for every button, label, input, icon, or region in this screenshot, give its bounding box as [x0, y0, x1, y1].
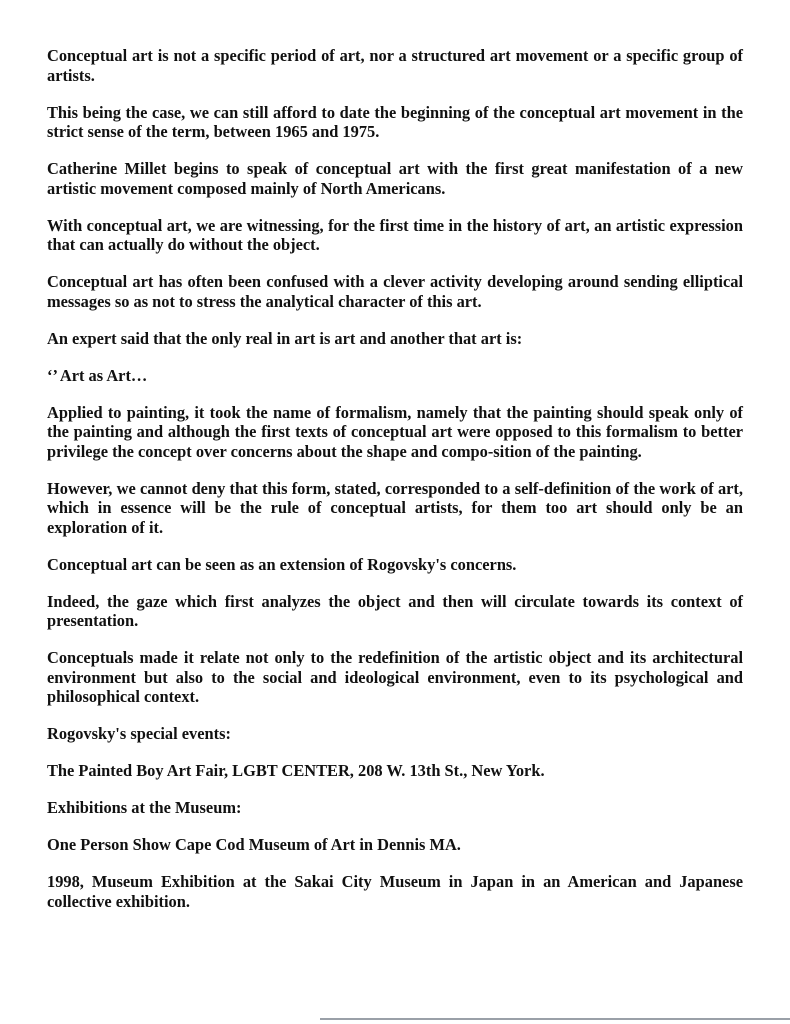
paragraph-4: With conceptual art, we are witnessing, for the first time in the history of art, an artistic expression that can actually do without the object. — [47, 215, 743, 254]
paragraph-3: Catherine Millet begins to speak of conceptual art with the first great manifestation of a new artistic movement composed mainly of North Americans. — [47, 159, 743, 198]
special-event-item: The Painted Boy Art Fair, LGBT CENTER, 208 W. 13th St., New York. — [47, 761, 545, 780]
paragraph-12: Conceptuals made it relate not only to the redefinition of the artistic object and its architectural environment but also to the social and ideological environment, even to its psychological and philosophical context. — [47, 648, 743, 706]
exhibition-item-2: 1998, Museum Exhibition at the Sakai City Museum in Japan in an American and Japanese collective exhibition. — [47, 872, 743, 911]
paragraph-1: Conceptual art is not a specific period of art, nor a structured art movement or a specific group of artists. — [47, 46, 743, 85]
quote-line: ‘’ Art as Art… — [47, 365, 148, 385]
paragraph-11: Indeed, the gaze which first analyzes the object and then will circulate towards its context of presentation. — [47, 591, 743, 630]
paragraph-10: Conceptual art can be seen as an extension of Rogovsky's concerns. — [47, 554, 517, 574]
paragraph-2: This being the case, we can still afford to date the beginning of the conceptual art movement in the strict sense of the term, between 1965 and 1975. — [47, 102, 743, 141]
document-body — [47, 46, 743, 929]
page-bottom-edge-line — [320, 1018, 790, 1020]
paragraph-6: An expert said that the only real in art is art and another that art is: — [47, 328, 523, 348]
exhibition-item-1: One Person Show Cape Cod Museum of Art in Dennis MA. — [47, 835, 461, 854]
exhibitions-heading: Exhibitions at the Museum: — [47, 798, 242, 817]
special-events-heading: Rogovsky's special events: — [47, 724, 231, 743]
paragraph-8: Applied to painting, it took the name of formalism, namely that the painting should speak only of the painting and although the first texts of conceptual art were opposed to this formalism to better privilege the concept over concerns about the shape and compo-sition of the painting. — [47, 402, 743, 461]
paragraph-9: However, we cannot deny that this form, stated, corresponded to a self-definition of the work of art, which in essence will be the rule of conceptual artists, for them too art should only be an exploration of it. — [47, 478, 743, 537]
paragraph-5: Conceptual art has often been confused with a clever activity developing around sending elliptical messages so as not to stress the analytical character of this art. — [47, 272, 743, 311]
